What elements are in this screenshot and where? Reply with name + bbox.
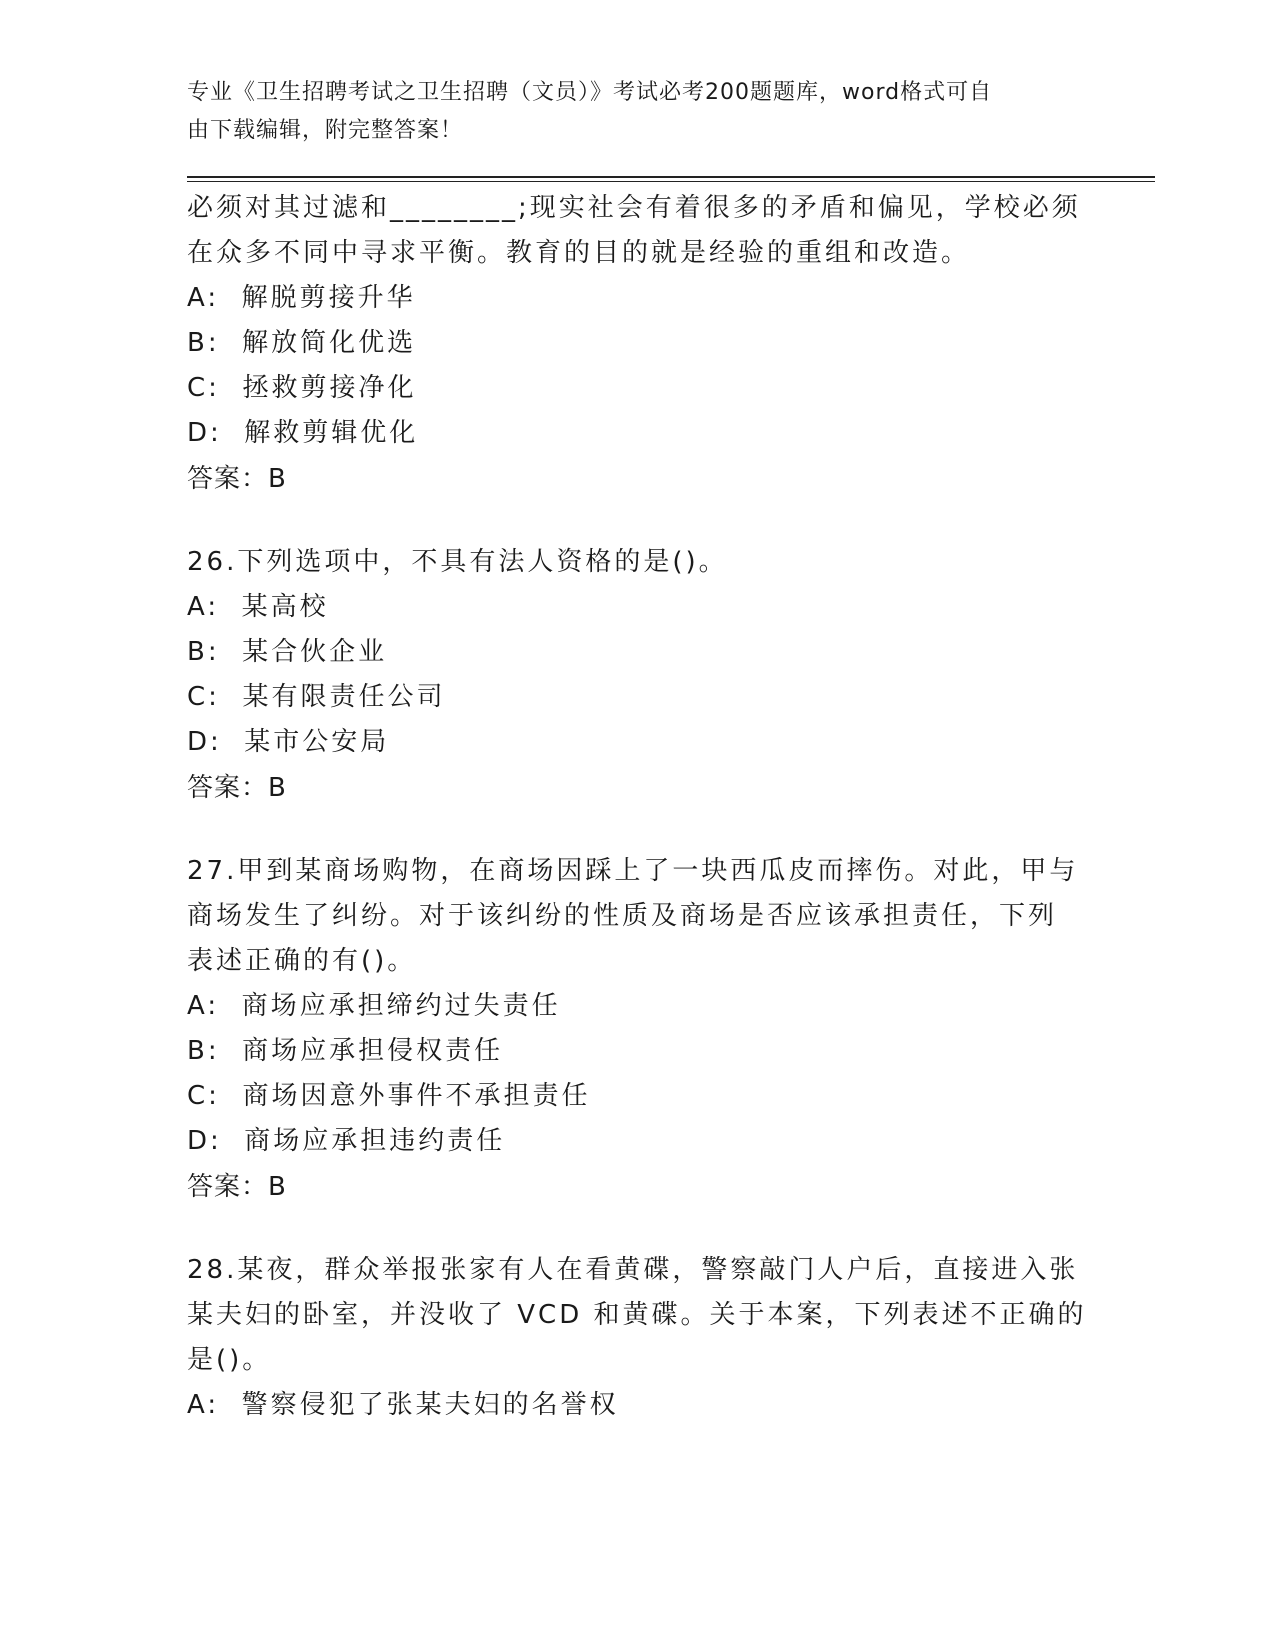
option-d: D: 解救剪辑优化 [187, 418, 419, 448]
answer-line: 答案：B [187, 464, 287, 494]
question-text-line: 是()。 [187, 1345, 272, 1375]
header-line-2: 由下载编辑，附完整答案！ [187, 118, 464, 143]
question-text-line: 26.下列选项中，不具有法人资格的是()。 [187, 547, 728, 577]
question-26 [187, 540, 1087, 811]
option-a: A: 解脱剪接升华 [187, 283, 416, 313]
question-text-line: 28.某夜，群众举报张家有人在看黄碟，警察敲门人户后，直接进入张 [187, 1255, 1079, 1285]
option-c: C: 拯救剪接净化 [187, 373, 417, 403]
option-b: B: 商场应承担侵权责任 [187, 1036, 504, 1066]
question-text-line: 在众多不同中寻求平衡。教育的目的就是经验的重组和改造。 [187, 238, 971, 268]
option-a: A: 某高校 [187, 592, 329, 622]
answer-line: 答案：B [187, 773, 287, 803]
option-d: D: 商场应承担违约责任 [187, 1126, 506, 1156]
question-28 [187, 1248, 1087, 1428]
question-text-line: 某夫妇的卧室，并没收了 VCD 和黄碟。关于本案，下列表述不正确的 [187, 1300, 1087, 1330]
question-text-line: 表述正确的有()。 [187, 946, 417, 976]
document-body [187, 186, 1087, 1428]
option-d: D: 某市公安局 [187, 727, 390, 757]
question-text-line: 商场发生了纠纷。对于该纠纷的性质及商场是否应该承担责任，下列 [187, 901, 1058, 931]
question-25 [187, 186, 1087, 502]
option-b: B: 某合伙企业 [187, 637, 388, 667]
option-b: B: 解放简化优选 [187, 328, 417, 358]
option-a: A: 商场应承担缔约过失责任 [187, 991, 561, 1021]
question-text-line: 必须对其过滤和________;现实社会有着很多的矛盾和偏见，学校必须 [187, 193, 1081, 223]
header-divider-thick [187, 176, 1155, 178]
header-line-1: 专业《卫生招聘考试之卫生招聘（文员）》考试必考200题题库，word格式可自 [187, 80, 993, 105]
header-divider-thin [187, 181, 1155, 182]
option-c: C: 商场因意外事件不承担责任 [187, 1081, 591, 1111]
option-a: A: 警察侵犯了张某夫妇的名誉权 [187, 1390, 619, 1420]
question-text-line: 27.甲到某商场购物，在商场因踩上了一块西瓜皮而摔伤。对此，甲与 [187, 856, 1079, 886]
document-header [187, 74, 1067, 150]
question-27 [187, 849, 1087, 1210]
option-c: C: 某有限责任公司 [187, 682, 446, 712]
answer-line: 答案：B [187, 1172, 287, 1202]
